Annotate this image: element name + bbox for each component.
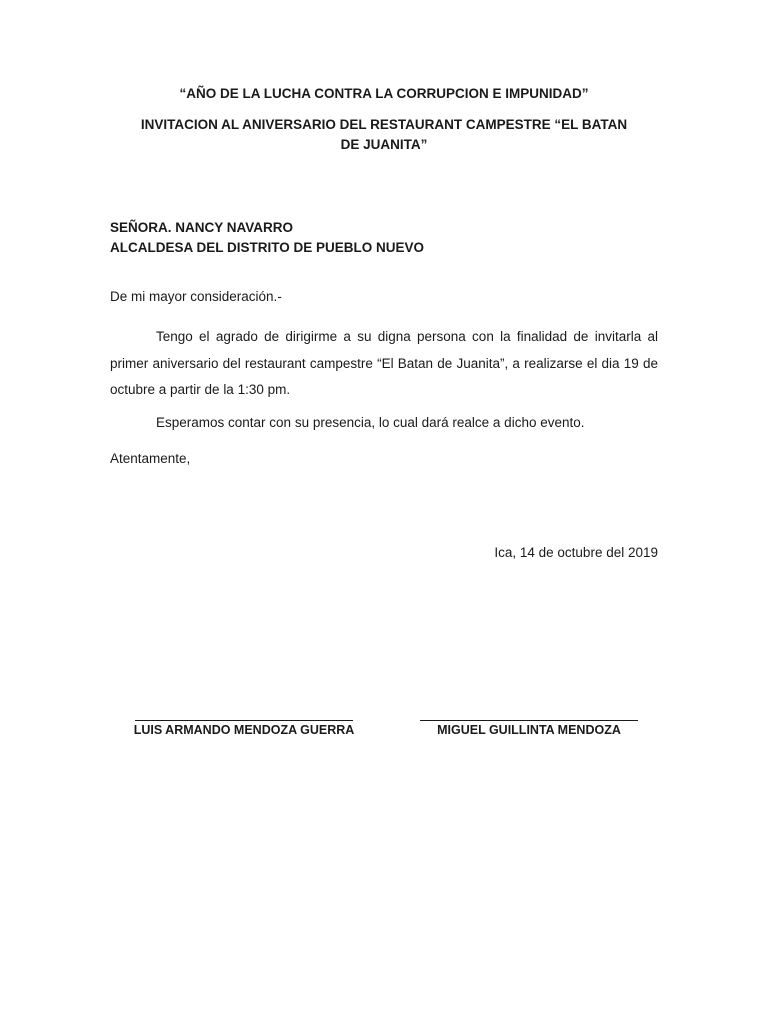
signature-line [135,720,353,721]
place-and-date: Ica, 14 de octubre del 2019 [494,545,658,560]
recipient-position: ALCALDESA DEL DISTRITO DE PUEBLO NUEVO [110,240,425,255]
year-motto: “AÑO DE LA LUCHA CONTRA LA CORRUPCION E IMPUNIDAD” [179,86,589,101]
greeting: De mi mayor consideración.- [110,289,282,304]
signature-line [420,720,638,721]
body-paragraph-presence: Esperamos contar con su presencia, lo cual dará realce a dicho evento. [156,415,585,430]
signer-name: LUIS ARMANDO MENDOZA GUERRA [133,723,355,737]
signature-block-right [409,710,649,737]
document-title: INVITACION AL ANIVERSARIO DEL RESTAURANT CAMPESTRE “EL BATAN DE JUANITA” [140,117,628,152]
signer-name: MIGUEL GUILLINTA MENDOZA [437,723,621,737]
closing: Atentamente, [110,451,191,466]
recipient-name: SEÑORA. NANCY NAVARRO [110,220,294,235]
signature-block-left [124,710,364,737]
body-paragraph-invitation: Tengo el agrado de dirigirme a su digna persona con la finalidad de invitarla al primer aniversario del restaurant campestre “El Batan de Juanita”, a realizarse el dia 19 de octubre a partir de la 1:30 pm. [110,329,658,397]
